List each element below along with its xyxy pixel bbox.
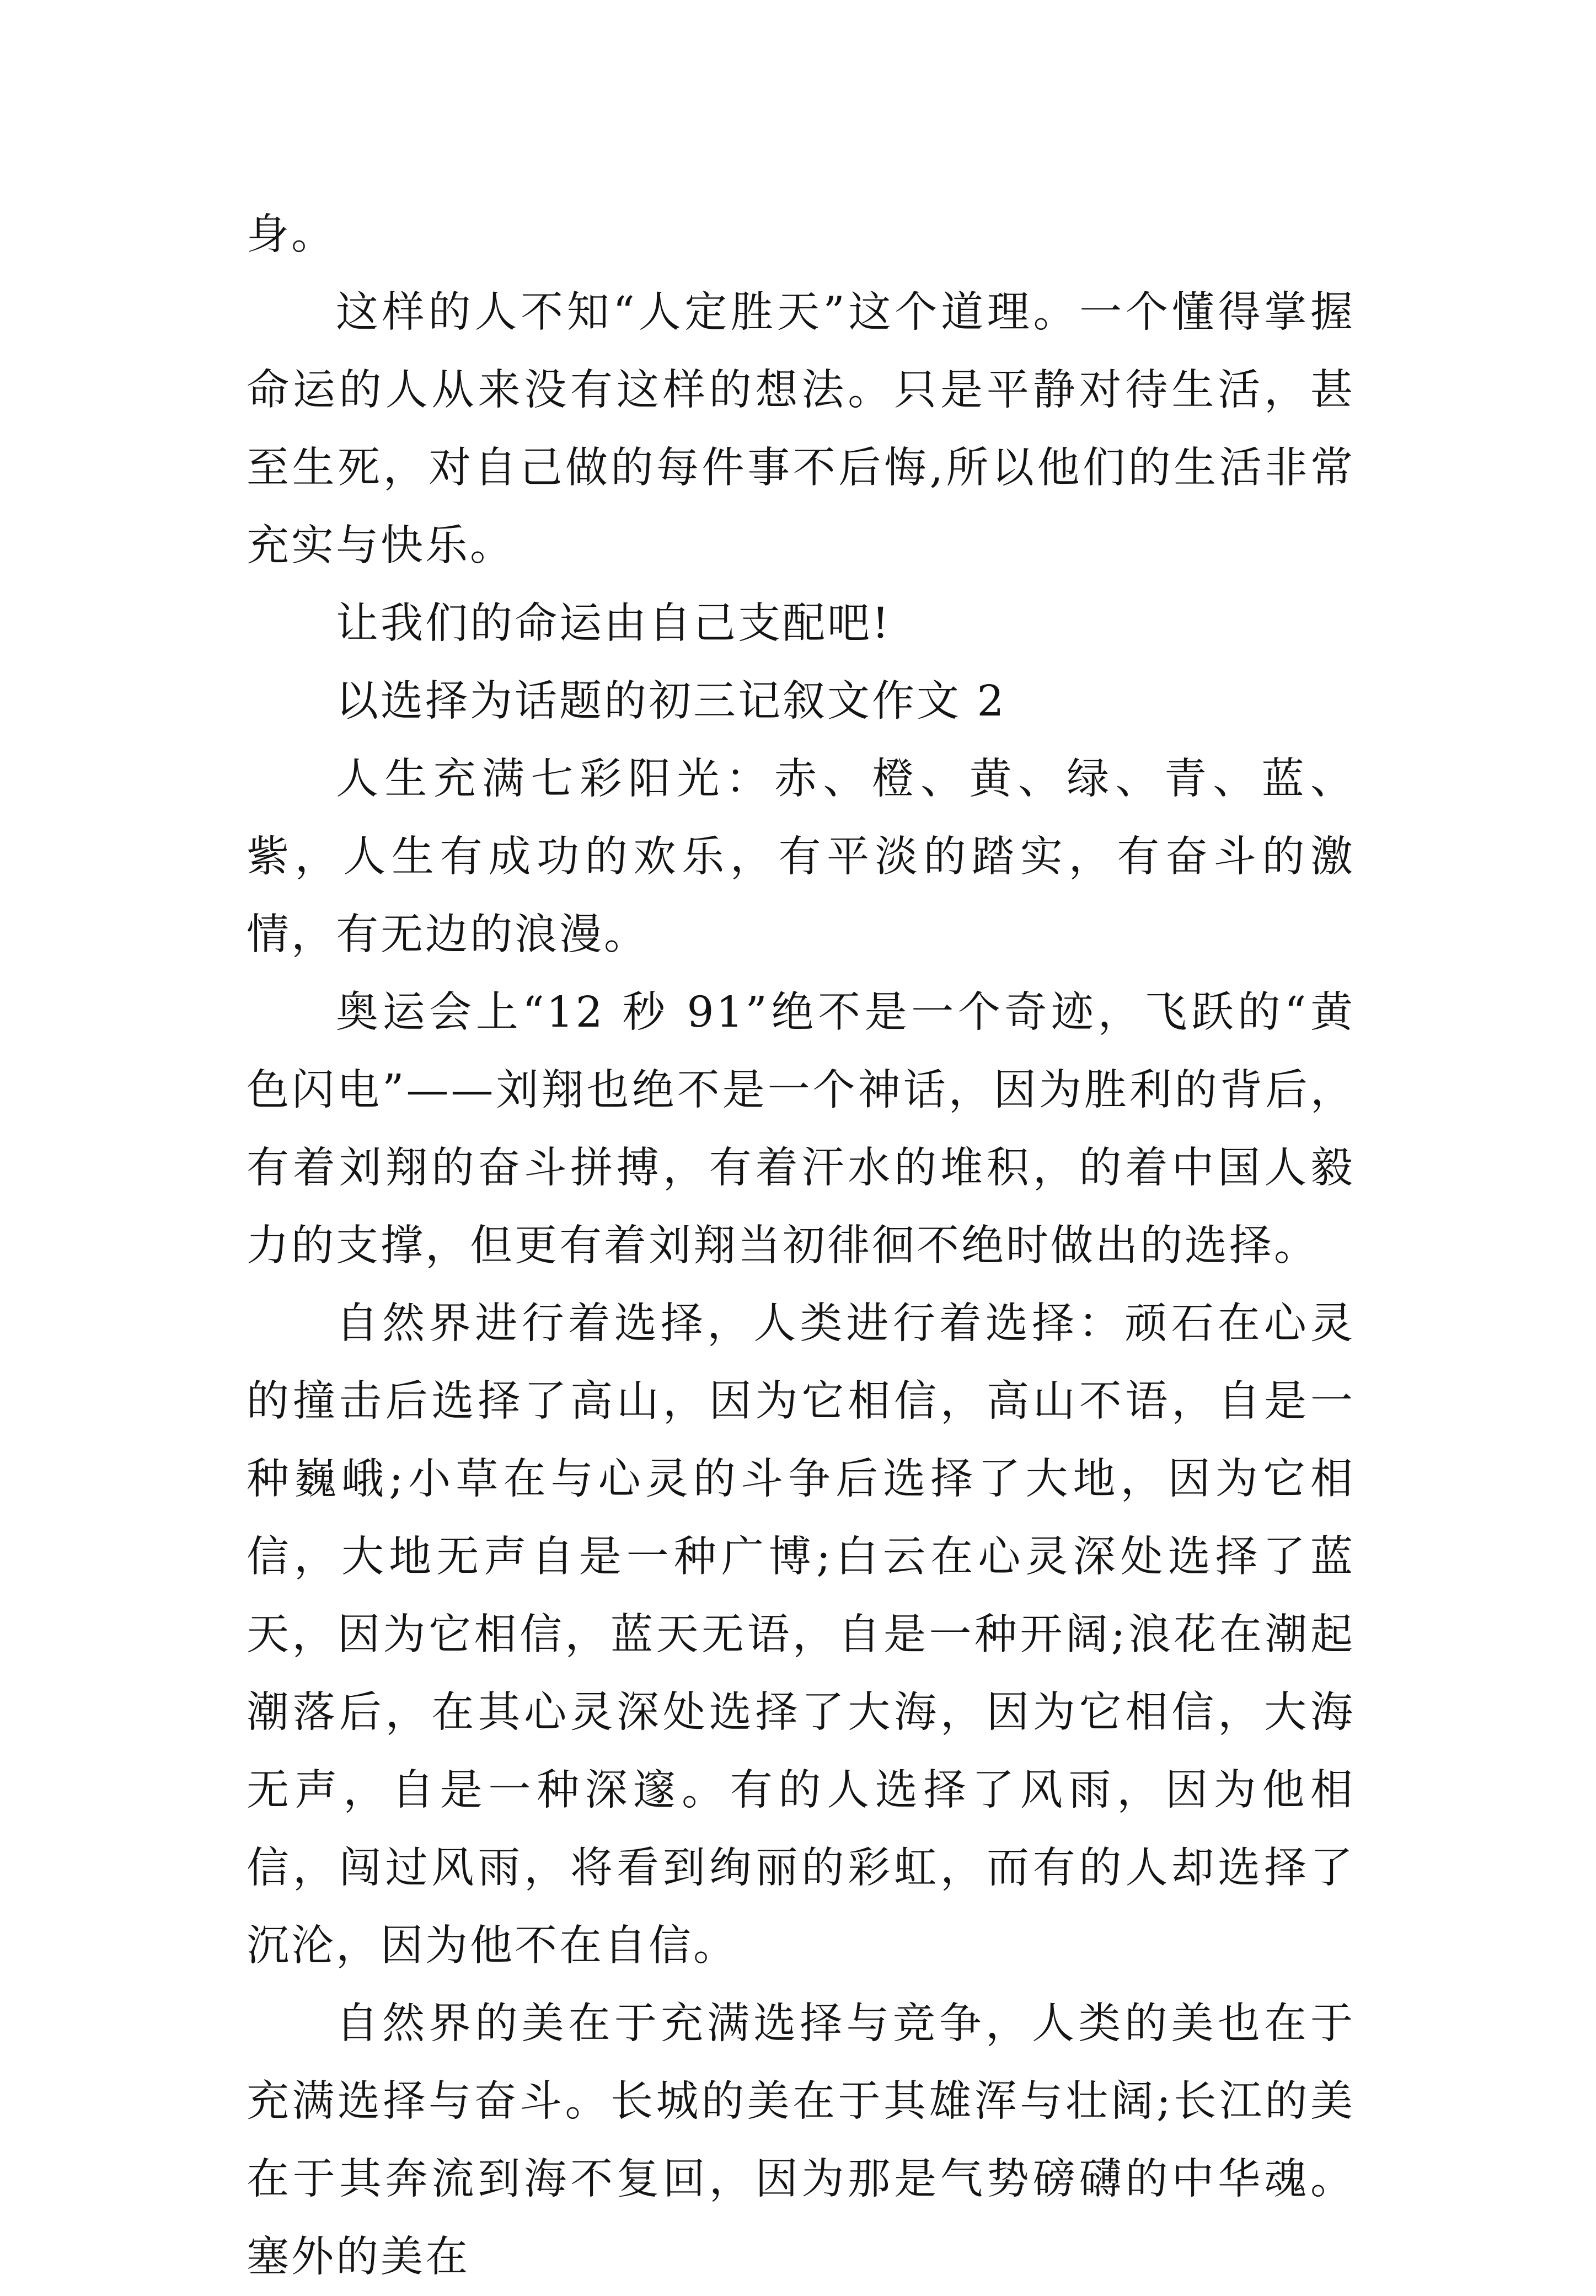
paragraph-6: 自然界进行着选择，人类进行着选择：顽石在心灵的撞击后选择了高山，因为它相信，高山不语，自是一种巍峨;小草在与心灵的斗争后选择了大地，因为它相信，大地无声自是一种广博;白云在心灵深处选择了蓝天，因为它相信，蓝天无语，自是一种开阔;浪花在潮起潮落后，在其心灵深处选择了大海，因为它相信，大海无声，自是一种深邃。有的人选择了风雨，因为他相信，闯过风雨，将看到绚丽的彩虹，而有的人却选择了沉沦，因为他不在自信。 — [247, 1299, 1355, 1971]
document-body — [247, 196, 1355, 2296]
section-heading: 以选择为话题的初三记叙文作文 2 — [336, 677, 1006, 726]
paragraph-5: 奥运会上“12 秒 91”绝不是一个奇迹，飞跃的“黄色闪电”——刘翔也绝不是一个神话，因为胜利的背后，有着刘翔的奋斗拼搏，有着汗水的堆积，的着中国人毅力的支撑，但更有着刘翔当初徘徊不绝时做出的选择。 — [247, 988, 1355, 1270]
paragraph-1: 身。 — [247, 210, 336, 259]
paragraph-3: 让我们的命运由自己支配吧! — [336, 599, 891, 648]
paragraph-7: 自然界的美在于充满选择与竞争，人类的美也在于充满选择与奋斗。长城的美在于其雄浑与壮阔;长江的美在于其奔流到海不复回，因为那是气势磅礴的中华魂。塞外的美在 — [247, 1999, 1355, 2282]
paragraph-2: 这样的人不知“人定胜天”这个道理。一个懂得掌握命运的人从来没有这样的想法。只是平静对待生活，甚至生死，对自己做的每件事不后悔,所以他们的生活非常充实与快乐。 — [247, 288, 1355, 570]
paragraph-4: 人生充满七彩阳光：赤、橙、黄、绿、青、蓝、紫，人生有成功的欢乐，有平淡的踏实，有奋斗的激情，有无边的浪漫。 — [247, 755, 1355, 959]
